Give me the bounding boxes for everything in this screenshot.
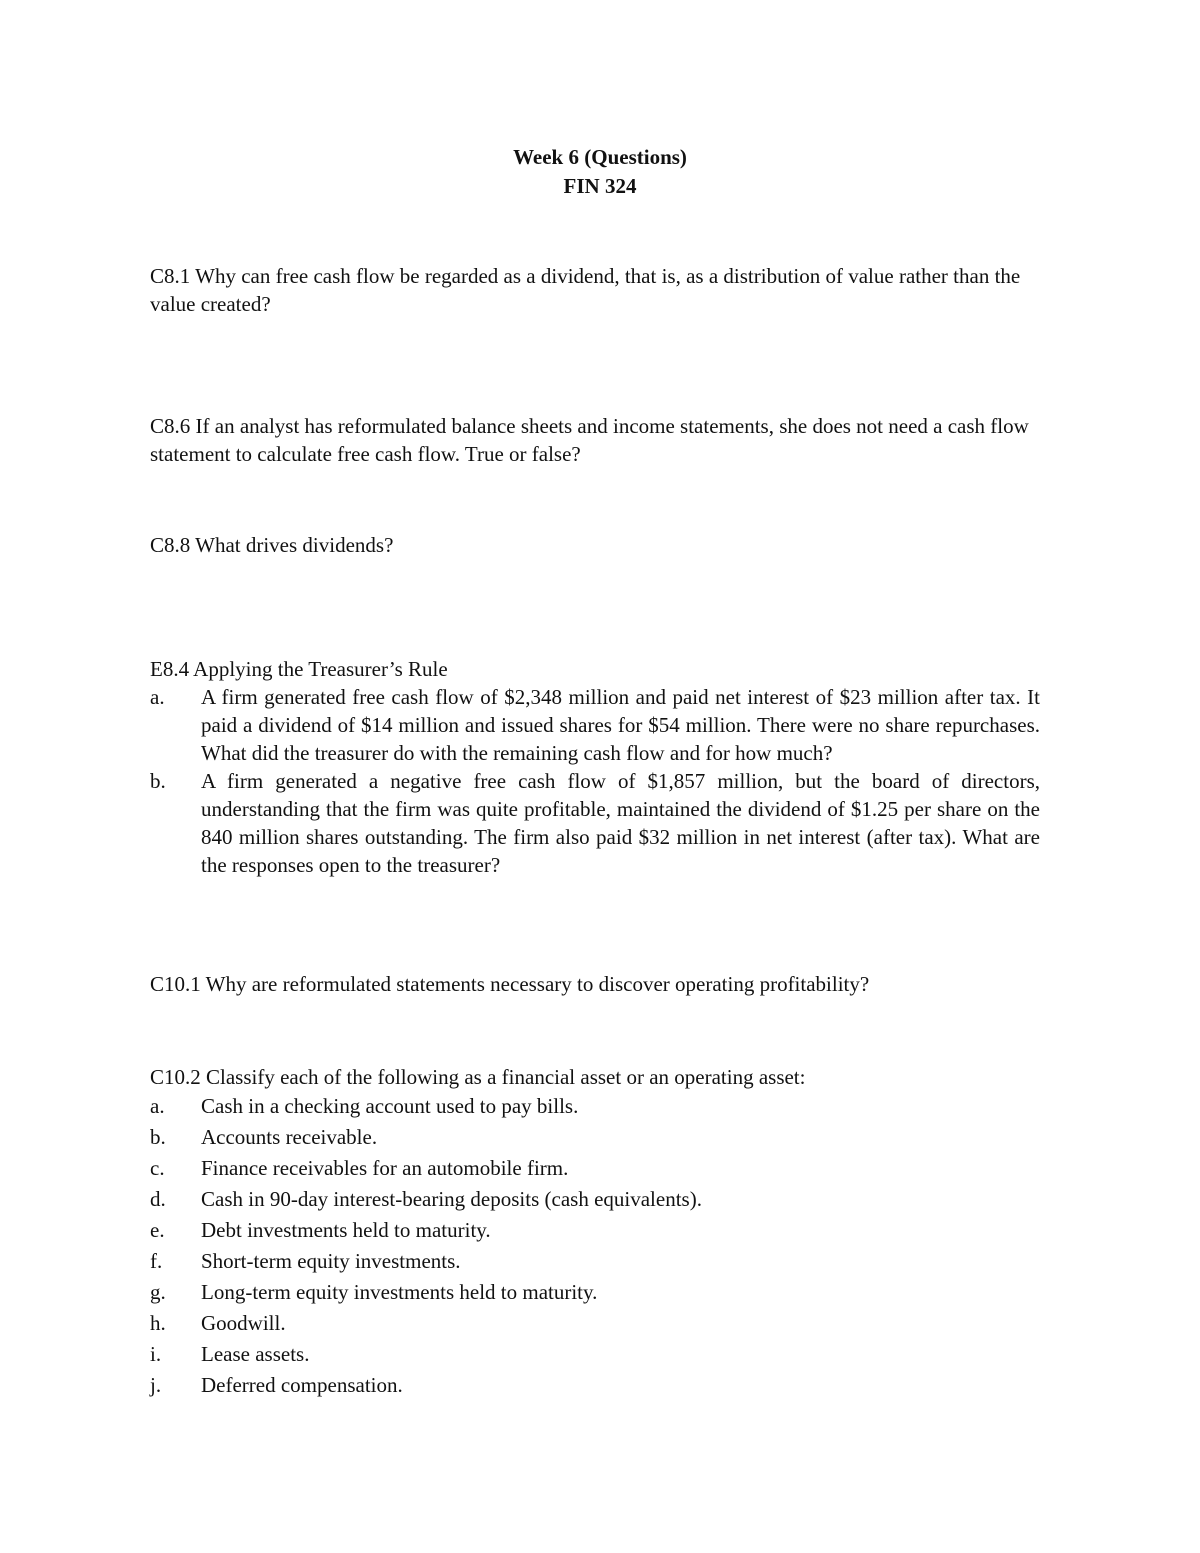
item-text: A firm generated a negative free cash flow of $1,857 million, but the board of directors, understanding that the firm was quite profitable, maintained the dividend of $1.25 per share on the 840 million shares outstanding. The firm also paid $32 million in net interest (after tax). What are the responses open to the treasurer? xyxy=(201,769,1040,877)
item-marker: d. xyxy=(150,1187,166,1211)
sub-question xyxy=(150,767,1040,879)
list-item xyxy=(150,1370,1040,1401)
item-marker: b. xyxy=(150,1125,166,1149)
classification-list xyxy=(150,1091,1040,1401)
item-marker: f. xyxy=(150,1249,163,1273)
question-text: C10.1 Why are reformulated statements necessary to discover operating profitability? xyxy=(150,972,870,996)
list-item xyxy=(150,1153,1040,1184)
sub-question xyxy=(150,683,1040,767)
sub-question-list xyxy=(150,683,1040,879)
item-marker: g. xyxy=(150,1280,166,1304)
question-c10-1 xyxy=(150,970,1040,998)
document-header xyxy=(0,143,1200,201)
list-item xyxy=(150,1308,1040,1339)
item-marker: c. xyxy=(150,1156,165,1180)
page-title: Week 6 (Questions) xyxy=(513,145,687,169)
list-item xyxy=(150,1277,1040,1308)
question-c8-6 xyxy=(150,412,1040,468)
course-code: FIN 324 xyxy=(563,174,637,198)
item-marker: b. xyxy=(150,769,166,793)
question-text: C8.8 What drives dividends? xyxy=(150,533,394,557)
question-heading: E8.4 Applying the Treasurer’s Rule xyxy=(150,657,448,681)
list-item xyxy=(150,1122,1040,1153)
question-c8-8 xyxy=(150,531,1040,559)
item-marker: h. xyxy=(150,1311,166,1335)
question-heading: C10.2 Classify each of the following as a financial asset or an operating asset: xyxy=(150,1065,806,1089)
list-item xyxy=(150,1246,1040,1277)
item-text: Goodwill. xyxy=(201,1311,286,1335)
question-text: C8.6 If an analyst has reformulated balance sheets and income statements, she does not need a cash flow statement to calculate free cash flow. True or false? xyxy=(150,414,1029,466)
list-item xyxy=(150,1339,1040,1370)
question-c10-2 xyxy=(150,1063,1040,1401)
item-text: Deferred compensation. xyxy=(201,1373,403,1397)
item-text: Short-term equity investments. xyxy=(201,1249,461,1273)
item-text: Lease assets. xyxy=(201,1342,310,1366)
question-e8-4 xyxy=(150,655,1040,879)
item-marker: a. xyxy=(150,1094,165,1118)
item-text: Finance receivables for an automobile firm. xyxy=(201,1156,569,1180)
item-text: Cash in a checking account used to pay bills. xyxy=(201,1094,579,1118)
item-marker: a. xyxy=(150,685,165,709)
item-marker: i. xyxy=(150,1342,162,1366)
item-text: Long-term equity investments held to maturity. xyxy=(201,1280,598,1304)
list-item xyxy=(150,1091,1040,1122)
item-text: Debt investments held to maturity. xyxy=(201,1218,491,1242)
item-marker: j. xyxy=(150,1373,162,1397)
item-text: Cash in 90-day interest-bearing deposits (cash equivalents). xyxy=(201,1187,702,1211)
list-item xyxy=(150,1215,1040,1246)
question-text: C8.1 Why can free cash flow be regarded as a dividend, that is, as a distribution of value rather than the value created? xyxy=(150,264,1021,316)
question-c8-1 xyxy=(150,262,1040,318)
item-text: Accounts receivable. xyxy=(201,1125,378,1149)
item-text: A firm generated free cash flow of $2,348 million and paid net interest of $23 million after tax. It paid a dividend of $14 million and issued shares for $54 million. There were no share repurchases. What did the treasurer do with the remaining cash flow and for how much? xyxy=(201,685,1040,765)
list-item xyxy=(150,1184,1040,1215)
item-marker: e. xyxy=(150,1218,165,1242)
